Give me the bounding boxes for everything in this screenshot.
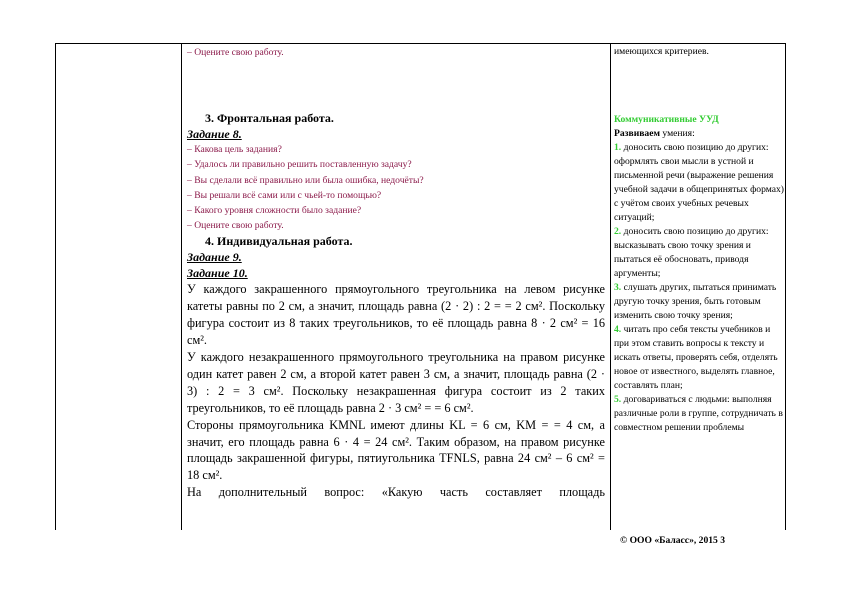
- solution-text: [187, 281, 605, 501]
- lesson-content-column: [187, 45, 605, 501]
- task-8-question: – Вы решали всё сами или с чьей-то помощью?: [187, 189, 382, 201]
- top-question: – Оцените свою работу.: [187, 47, 284, 58]
- page-footer: © ООО «Баласс», 2015 3: [620, 535, 726, 546]
- uud-item: [614, 141, 784, 225]
- uud-column: [614, 45, 784, 435]
- section-3-title: 3. Фронтальная работа.: [205, 111, 334, 126]
- uud-item-number: 2.: [614, 226, 622, 237]
- column-divider-left: [181, 43, 182, 530]
- task-8-question: – Вы сделали всё правильно или была ошибка, недочёты?: [187, 174, 424, 186]
- uud-item-text: доносить свою позицию до других: оформлять свои мысли в устной и письменной речи (выражение решения учебной задачи в общепринятых формах) с учётом своих учебных речевых ситуаций;: [614, 142, 785, 223]
- table-right-border: [785, 43, 786, 530]
- uud-item: [614, 323, 784, 393]
- uud-lead-bold: Развиваем: [614, 128, 660, 139]
- uud-item-text: доносить свою позицию до других: высказывать свою точку зрения и пытаться её обосновать, приводя аргументы;: [614, 226, 769, 279]
- uud-item-number: 4.: [614, 324, 622, 335]
- task-8-question: – Какого уровня сложности было задание?: [187, 205, 362, 217]
- task-8-question: – Оцените свою работу.: [187, 220, 284, 232]
- solution-paragraph-1: У каждого закрашенного прямоугольного треугольника на левом рисунке катеты равны по 2 см, а значит, площадь равна (2 · 2) : 2 = = 2 см². Поскольку фигура состоит из 8 таких треугольников, то её площадь равна 8 · 2 см² = 16 см².: [187, 282, 605, 348]
- table-left-border: [55, 43, 56, 530]
- uud-item: [614, 225, 784, 281]
- uud-item-number: 3.: [614, 282, 622, 293]
- uud-lead: [614, 127, 784, 141]
- solution-paragraph-4: На дополнительный вопрос: «Какую часть составляет площадь: [187, 485, 605, 500]
- uud-item-text: читать про себя тексты учебников и при этом ставить вопросы к тексту и искать ответы, проверять себя, отделять новое от известного, выделять главное, составлять план;: [614, 324, 778, 391]
- uud-item-number: 5.: [614, 394, 622, 405]
- task-8-label: Задание 8.: [187, 127, 242, 142]
- uud-item-text: слушать других, пытаться принимать другую точку зрения, быть готовым изменить свою точку зрения;: [614, 282, 777, 321]
- column-divider-right: [610, 43, 611, 530]
- uud-item-number: 1.: [614, 142, 622, 153]
- uud-title: Коммуникативные УУД: [614, 114, 719, 125]
- criteria-text: имеющихся критериев.: [614, 46, 709, 57]
- task-8-question: – Какова цель задания?: [187, 144, 282, 156]
- section-4-title: 4. Индивидуальная работа.: [205, 234, 353, 249]
- solution-paragraph-2: У каждого незакрашенного прямоугольного треугольника на правом рисунке один катет равен 2 см, а второй катет равен 3 см, а значит, площадь равна (2 · 3) : 2 = 3 см². Поскольку незакрашенная фигура состоит из 2 таких треугольников, то её площадь равна 2 · 3 см² = = 6 см².: [187, 350, 605, 415]
- uud-item-text: договариваться с людьми: выполняя различные роли в группе, сотрудничать в совместном решении проблемы: [614, 394, 783, 433]
- uud-item: [614, 393, 784, 435]
- task-8-question: – Удалось ли правильно решить поставленную задачу?: [187, 159, 412, 171]
- table-top-border: [55, 43, 785, 44]
- task-9-label: Задание 9.: [187, 250, 242, 265]
- uud-lead-rest: умения:: [660, 128, 695, 139]
- solution-paragraph-3: Стороны прямоугольника KMNL имеют длины KL = 6 см, KM = = 4 см, а значит, его площадь равна 6 · 4 = 24 см². Таким образом, на правом рисунке площадь закрашенной фигуры, пятиугольника TFNLS, равна 24 см² – 6 см² = 18 см².: [187, 417, 605, 483]
- uud-item: [614, 281, 784, 323]
- task-10-label: Задание 10.: [187, 266, 248, 281]
